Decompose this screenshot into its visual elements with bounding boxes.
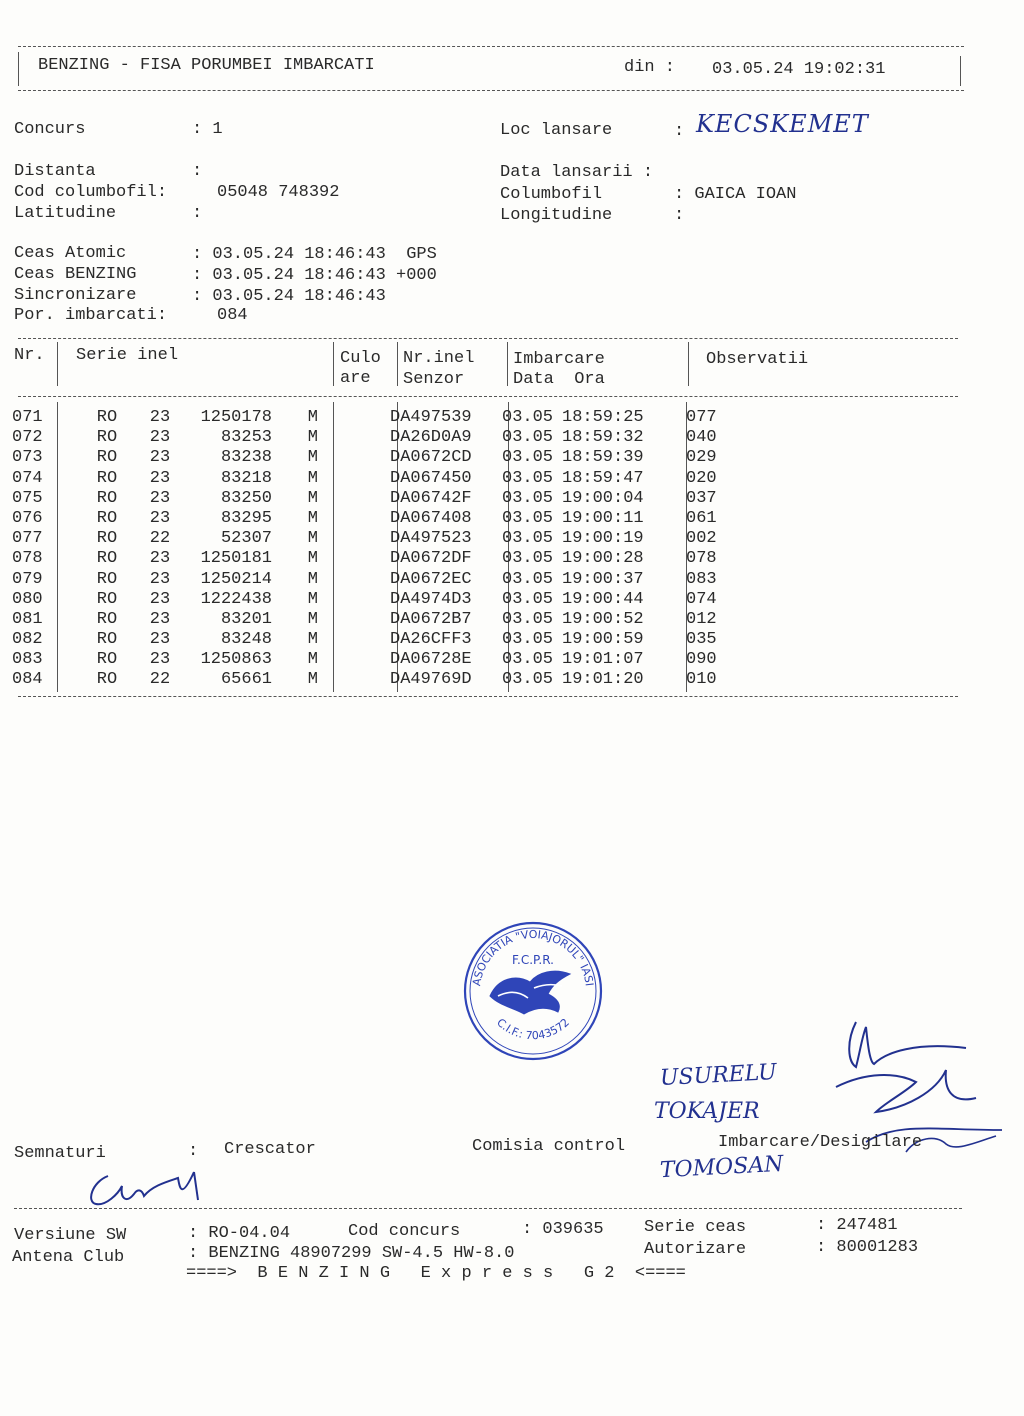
cell-obs: 090 [686, 650, 717, 670]
header-right-rule [960, 56, 961, 86]
col-sep-imbarcare [688, 342, 689, 386]
cell-nr: 081 [12, 609, 43, 629]
por-imbarcati-label: Por. imbarcati: [14, 306, 168, 325]
table-row [12, 469, 746, 489]
antena-club-value: : BENZING 48907299 SW-4.5 HW-8.0 [188, 1244, 515, 1263]
cell-nr: 078 [12, 549, 43, 569]
cell-data: 03.05 [502, 650, 554, 670]
cell-senzor: DA0672EC [390, 569, 472, 589]
cell-obs: 012 [686, 609, 717, 629]
table-row [12, 489, 746, 509]
cell-ora: 19:00:52 [562, 609, 644, 629]
cell-obs: 061 [686, 508, 717, 528]
header-nrinel-2: Senzor [403, 370, 465, 389]
cell-obs: 037 [686, 488, 717, 508]
cell-tara: RO [96, 448, 118, 468]
cell-tara: RO [96, 650, 118, 670]
cell-an: 23 [149, 569, 171, 589]
birds-table [12, 408, 746, 691]
footer-top-rule [14, 1208, 962, 1209]
semnaturi-label: Semnaturi [14, 1144, 106, 1163]
cell-culoare [318, 469, 386, 489]
autorizare-value: : 80001283 [816, 1238, 919, 1257]
versiune-sw-label: Versiune SW [14, 1226, 127, 1245]
cell-inel: 83218 [220, 468, 272, 488]
stamp-top-text: ASOCIATIA "VOIAJORUL" IASI [470, 927, 596, 987]
columbofil-label: Columbofil [500, 185, 603, 204]
cell-data: 03.05 [502, 408, 554, 427]
cell-sex: M [307, 650, 318, 670]
table-row [12, 630, 746, 650]
header-imbarcare-1: Imbarcare [513, 350, 605, 369]
cell-data: 03.05 [502, 428, 554, 448]
serie-ceas-label: Serie ceas [644, 1218, 747, 1237]
cell-senzor: DA06742F [390, 488, 472, 508]
columbofil-value: : GAICA IOAN [674, 185, 797, 204]
cell-culoare [318, 570, 386, 590]
cell-nr: 073 [12, 448, 43, 468]
cell-nr: 082 [12, 630, 43, 650]
cell-obs: 040 [686, 428, 717, 448]
por-imbarcati-value: 084 [217, 306, 248, 325]
table-row [12, 650, 746, 670]
cell-sex: M [307, 670, 318, 690]
cell-data: 03.05 [502, 448, 554, 468]
cell-culoare [318, 529, 386, 549]
cell-culoare [318, 428, 386, 448]
cell-ora: 19:00:19 [562, 529, 644, 549]
cell-sex: M [307, 589, 318, 609]
col-sep-serie [333, 342, 334, 386]
cell-an: 23 [149, 488, 171, 508]
cod-columbofil-value: 05048 748392 [217, 183, 340, 202]
cell-tara: RO [96, 428, 118, 448]
commission-name-1: USURELU [659, 1059, 778, 1092]
sincronizare-value: : 03.05.24 18:46:43 [192, 287, 386, 306]
sincronizare-label: Sincronizare [14, 286, 137, 305]
cell-tara: RO [96, 630, 118, 650]
cell-data: 03.05 [502, 488, 554, 508]
col-sep-senzor [507, 342, 508, 386]
ceas-benzing-value: : 03.05.24 18:46:43 +000 [192, 266, 437, 285]
table-row [12, 670, 746, 690]
cell-an: 23 [149, 630, 171, 650]
cell-an: 22 [149, 529, 171, 549]
cell-nr: 077 [12, 529, 43, 549]
cell-ora: 19:00:28 [562, 549, 644, 569]
cod-concurs-value: : 039635 [522, 1220, 604, 1239]
cod-columbofil-label: Cod columbofil: [14, 183, 168, 202]
cell-senzor: DA26D0A9 [390, 428, 472, 448]
header-culoare-1: Culo [340, 349, 381, 368]
header-culoare-2: are [340, 369, 371, 388]
cell-tara: RO [96, 569, 118, 589]
table-row [12, 610, 746, 630]
table-row [12, 448, 746, 468]
commission-name-2: TOKAJER [654, 1099, 760, 1124]
header-bottom-rule [18, 90, 964, 91]
longitudine-label: Longitudine [500, 206, 613, 225]
table-row [12, 549, 746, 569]
cell-culoare [318, 509, 386, 529]
cell-an: 23 [149, 408, 171, 427]
cell-inel: 52307 [220, 529, 272, 549]
cell-data: 03.05 [502, 468, 554, 488]
commission-name-3: TOMOSAN [659, 1151, 785, 1184]
cell-data: 03.05 [502, 589, 554, 609]
concurs-label: Concurs [14, 120, 86, 139]
cell-inel: 1222438 [200, 589, 272, 609]
cell-data: 03.05 [502, 609, 554, 629]
stamp-bottom-text: C.I.F.: 7043572 [494, 1015, 572, 1043]
cell-data: 03.05 [502, 549, 554, 569]
cell-sex: M [307, 609, 318, 629]
cell-inel: 1250214 [200, 569, 272, 589]
cell-data: 03.05 [502, 630, 554, 650]
loc-lansare-value: KECSKEMET [696, 110, 869, 138]
cell-sex: M [307, 408, 318, 427]
cell-tara: RO [96, 529, 118, 549]
cell-sex: M [307, 508, 318, 528]
cell-inel: 83250 [220, 488, 272, 508]
cell-nr: 076 [12, 508, 43, 528]
cell-obs: 029 [686, 448, 717, 468]
cell-data: 03.05 [502, 529, 554, 549]
cell-nr: 074 [12, 468, 43, 488]
cell-ora: 19:01:20 [562, 670, 644, 690]
cell-obs: 078 [686, 549, 717, 569]
latitudine-value: : [192, 204, 203, 223]
cell-senzor: DA067408 [390, 508, 472, 528]
cell-data: 03.05 [502, 670, 554, 690]
table-row [12, 428, 746, 448]
cell-tara: RO [96, 670, 118, 690]
cell-senzor: DA49769D [390, 670, 472, 690]
ceas-atomic-label: Ceas Atomic [14, 244, 127, 263]
antena-club-label: Antena Club [12, 1248, 125, 1267]
cell-data: 03.05 [502, 508, 554, 528]
cell-senzor: DA067450 [390, 468, 472, 488]
cell-sex: M [307, 488, 318, 508]
cell-inel: 65661 [220, 670, 272, 690]
header-top-rule [18, 46, 964, 47]
ceas-atomic-value: : 03.05.24 18:46:43 GPS [192, 245, 437, 264]
cell-an: 22 [149, 670, 171, 690]
cell-culoare [318, 670, 386, 690]
cell-tara: RO [96, 549, 118, 569]
table-row [12, 408, 746, 428]
data-lansarii-label: Data lansarii : [500, 163, 654, 182]
din-value: 03.05.24 19:02:31 [712, 60, 886, 79]
cell-nr: 071 [12, 408, 43, 427]
distanta-value: : [192, 162, 203, 181]
crescator-signature [82, 1164, 212, 1214]
cell-culoare [318, 650, 386, 670]
cell-sex: M [307, 630, 318, 650]
cod-concurs-label: Cod concurs [348, 1222, 461, 1241]
cell-culoare [318, 610, 386, 630]
cell-ora: 19:00:11 [562, 508, 644, 528]
cell-inel: 1250863 [200, 650, 272, 670]
brand-line: ====> B E N Z I N G E x p r e s s G 2 <==== [186, 1264, 686, 1283]
concurs-value: : 1 [192, 120, 223, 139]
cell-inel: 83201 [220, 609, 272, 629]
cell-nr: 080 [12, 589, 43, 609]
cell-nr: 083 [12, 650, 43, 670]
distanta-label: Distanta [14, 162, 96, 181]
cell-sex: M [307, 549, 318, 569]
cell-ora: 18:59:39 [562, 448, 644, 468]
cell-senzor: DA497523 [390, 529, 472, 549]
latitudine-label: Latitudine [14, 204, 117, 223]
cell-tara: RO [96, 488, 118, 508]
crescator-label: Crescator [224, 1140, 316, 1159]
imbarcare-desigilare-label: Imbarcare/Desigilare [718, 1133, 923, 1152]
semnaturi-sep: : [188, 1142, 199, 1161]
cell-culoare [318, 630, 386, 650]
header-serie-inel: Serie inel [76, 346, 179, 365]
cell-culoare [318, 448, 386, 468]
cell-tara: RO [96, 589, 118, 609]
page-title: BENZING - FISA PORUMBEI IMBARCATI [38, 56, 375, 75]
header-nrinel-1: Nr.inel [403, 349, 475, 368]
din-label: din : [624, 58, 676, 77]
cell-obs: 035 [686, 630, 717, 650]
cell-senzor: DA0672CD [390, 448, 472, 468]
cell-tara: RO [96, 468, 118, 488]
cell-inel: 83295 [220, 508, 272, 528]
table-row [12, 509, 746, 529]
cell-inel: 1250181 [200, 549, 272, 569]
cell-sex: M [307, 468, 318, 488]
cell-sex: M [307, 569, 318, 589]
cell-senzor: DA0672B7 [390, 609, 472, 629]
cell-ora: 19:01:07 [562, 650, 644, 670]
table-bottom-rule [18, 696, 958, 697]
versiune-sw-value: : RO-04.04 [188, 1224, 291, 1243]
cell-ora: 19:00:44 [562, 589, 644, 609]
table-row [12, 590, 746, 610]
table-header-bottom-rule [18, 396, 958, 397]
col-sep-nr [57, 342, 58, 386]
cell-sex: M [307, 529, 318, 549]
cell-senzor: DA0672DF [390, 549, 472, 569]
cell-inel: 83248 [220, 630, 272, 650]
cell-an: 23 [149, 609, 171, 629]
comisia-control-label: Comisia control [472, 1137, 626, 1156]
col-sep-culoare [397, 342, 398, 386]
header-imbarcare-2: Data Ora [513, 370, 605, 389]
cell-ora: 19:00:04 [562, 488, 644, 508]
cell-culoare [318, 549, 386, 569]
cell-tara: RO [96, 508, 118, 528]
cell-obs: 077 [686, 408, 717, 427]
cell-data: 03.05 [502, 569, 554, 589]
cell-inel: 1250178 [200, 408, 272, 427]
birds-table-body [12, 408, 746, 691]
cell-sex: M [307, 428, 318, 448]
cell-obs: 074 [686, 589, 717, 609]
loc-lansare-label: Loc lansare [500, 121, 613, 140]
cell-inel: 83253 [220, 428, 272, 448]
cell-an: 23 [149, 589, 171, 609]
cell-tara: RO [96, 408, 118, 427]
cell-an: 23 [149, 508, 171, 528]
header-observatii: Observatii [706, 350, 809, 369]
table-top-rule [18, 338, 958, 339]
cell-ora: 18:59:25 [562, 408, 644, 427]
serie-ceas-value: : 247481 [816, 1216, 898, 1235]
cell-senzor: DA06728E [390, 650, 472, 670]
loc-lansare-sep: : [674, 122, 685, 141]
association-stamp [458, 916, 608, 1066]
cell-senzor: DA26CFF3 [390, 630, 472, 650]
ceas-benzing-label: Ceas BENZING [14, 265, 137, 284]
cell-tara: RO [96, 609, 118, 629]
cell-an: 23 [149, 428, 171, 448]
cell-obs: 010 [686, 670, 717, 690]
cell-nr: 072 [12, 428, 43, 448]
header-left-rule [18, 52, 19, 86]
cell-an: 23 [149, 448, 171, 468]
cell-senzor: DA4974D3 [390, 589, 472, 609]
cell-ora: 19:00:59 [562, 630, 644, 650]
longitudine-value: : [674, 206, 685, 225]
cell-nr: 084 [12, 670, 43, 690]
cell-obs: 002 [686, 529, 717, 549]
cell-obs: 020 [686, 468, 717, 488]
cell-senzor: DA497539 [390, 408, 472, 427]
header-nr: Nr. [14, 346, 45, 365]
cell-ora: 18:59:47 [562, 468, 644, 488]
cell-culoare [318, 489, 386, 509]
cell-nr: 075 [12, 488, 43, 508]
cell-nr: 079 [12, 569, 43, 589]
cell-obs: 083 [686, 569, 717, 589]
cell-inel: 83238 [220, 448, 272, 468]
cell-ora: 19:00:37 [562, 569, 644, 589]
cell-sex: M [307, 448, 318, 468]
cell-culoare [318, 408, 386, 428]
table-row [12, 529, 746, 549]
autorizare-label: Autorizare [644, 1240, 747, 1259]
table-row [12, 570, 746, 590]
cell-ora: 18:59:32 [562, 428, 644, 448]
pigeon-icon [490, 971, 570, 1014]
stamp-inner-text: F.C.P.R. [512, 953, 554, 967]
cell-an: 23 [149, 549, 171, 569]
cell-culoare [318, 590, 386, 610]
cell-an: 23 [149, 650, 171, 670]
cell-an: 23 [149, 468, 171, 488]
